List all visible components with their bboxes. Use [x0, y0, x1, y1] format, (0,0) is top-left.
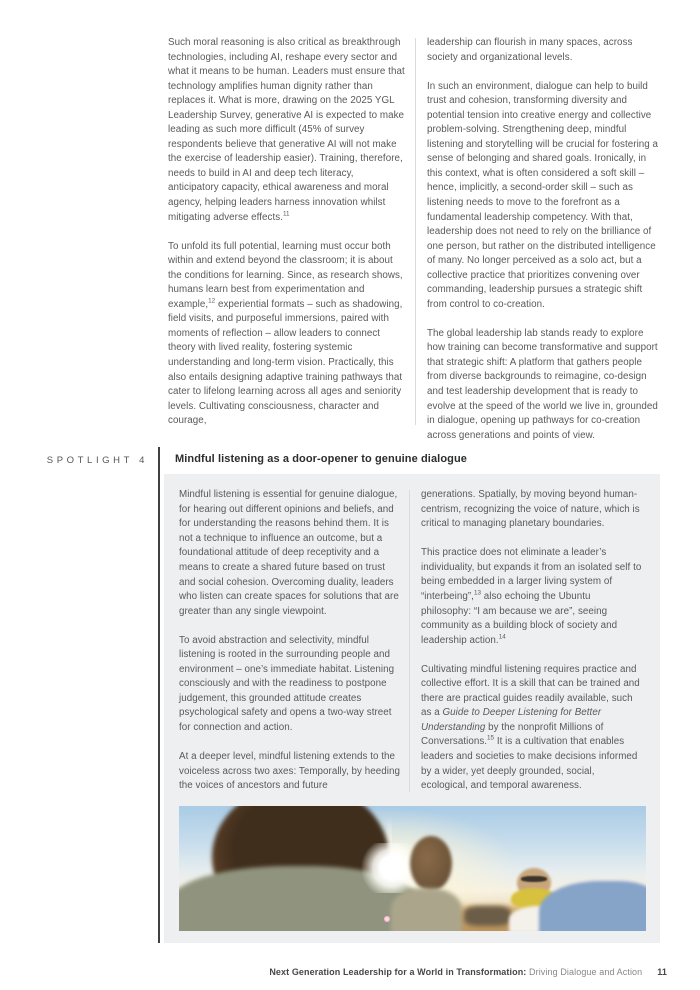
column-divider — [415, 38, 416, 425]
spotlight-label: SPOTLIGHT 4 — [46, 455, 148, 467]
footnote-reference: 11 — [282, 210, 290, 218]
paragraph — [179, 488, 400, 619]
photo-lens-flare — [384, 916, 390, 922]
spotlight-heading: Mindful listening as a door-opener to genuine dialogue — [175, 453, 468, 466]
footnote-reference: 15 — [487, 735, 495, 743]
text-segment: also echoing the Ubuntu philosophy: “I am because we are”, seeing community as a building block of society and leadership action. — [421, 591, 618, 646]
spotlight-main — [160, 447, 660, 942]
paragraph — [427, 36, 664, 65]
photo-bench — [464, 906, 511, 926]
paragraph — [179, 750, 400, 794]
text-segment: In such an environment, dialogue can help to build trust and cohesion, transforming diversity and potential tension into creative energy and collective problem-solving. Strengthening deep, mindful listening and storytelling will be crucial for fostering a sense of belonging and shared goals. Ironically, in this context, what is often considered a soft skill – hence, implicitly, a second-order skill – such as listening needs to move to the forefront as a fundamental leadership competency. With that, leadership does not need to rely on the brilliance of one person, but rather on the distributed intelligence of many. No longer perceived as a solo act, but a collective practice that prioritizes convening over commanding, leadership pursues a strategic shift from control to co-creation. — [427, 80, 659, 310]
spotlight-left-column — [179, 488, 400, 793]
paragraph — [168, 240, 405, 429]
text-segment: To avoid abstraction and selectivity, mindful listening is rooted in the surrounding people and environment – one’s immediate habitat. Listening consciously and with the readiness to postpone judgement, this grounded attitude creates psychological safety and opens a two-way street for connection and action. — [179, 634, 395, 733]
italic-text: Guide to Deeper Listening for Better Understanding — [421, 707, 602, 733]
spotlight-photo — [179, 806, 646, 931]
photo-middle-person-body — [391, 888, 461, 931]
text-segment: Cultivating mindful listening requires practice and collective effort. It is a skill that can be trained and there are practical guides readily available, such as a — [421, 663, 640, 719]
page-footer — [0, 967, 700, 977]
paragraph — [179, 634, 400, 736]
footnote-reference: 13 — [473, 589, 481, 597]
text-segment: Such moral reasoning is also critical as breakthrough technologies, including AI, reshape every sector and what it means to be human. Leaders must ensure that technology amplifies human dignity rather than replaces it. What is more, drawing on the 2025 YGL Leadership Survey, generative AI is expected to make leading as such more difficult (45% of survey respondents believe that generative AI will not make the exercise of leadership easier). Training, therefore, needs to build in AI and deep tech literacy, anticipatory capacity, ethical awareness and moral agency, helping leaders harness innovation whilst mitigating adverse effects. — [168, 37, 405, 223]
article-right-column — [427, 36, 664, 443]
paragraph — [427, 327, 664, 443]
photo-middle-person-head — [410, 836, 452, 891]
page-number: 11 — [657, 966, 667, 977]
spotlight-column-divider — [409, 490, 410, 791]
text-segment: It is a cultivation that enables leaders and societies to make decisions informed by a wider, yet deeply grounded, social, ecological, and temporal awareness. — [421, 736, 638, 792]
paragraph — [421, 546, 642, 648]
spotlight-box-columns — [179, 488, 646, 793]
text-segment: The global leadership lab stands ready to explore how training can become transformative and support that strategic shift: A platform that gathers people from diverse backgrounds to reimagine, co-design and test leadership development that is ready to evolve at the speed of the world we live in, grounded in dialogue, opening up pathways for co-creation across generations and points of view. — [427, 327, 658, 441]
footnote-reference: 14 — [498, 633, 506, 641]
text-segment: This practice does not eliminate a leader’s individuality, but expands it from an isolated self to being embedded in a larger living system of “interbeing”, — [421, 547, 642, 602]
text-segment: To unfold its full potential, learning must occur both within and extend beyond the classroom; it is about the conditions for learning. Since, as research shows, humans learn best from experimentation and example, — [168, 240, 403, 310]
spotlight-section — [0, 447, 700, 942]
paragraph — [421, 488, 642, 532]
paragraph — [427, 80, 664, 313]
footer-report-subtitle: Driving Dialogue and Action — [526, 966, 643, 977]
footer-report-title: Next Generation Leadership for a World in Transformation: — [269, 966, 527, 977]
footnote-reference: 12 — [208, 297, 216, 305]
article-left-column — [168, 36, 405, 443]
photo-sunglasses — [521, 876, 547, 882]
text-segment: At a deeper level, mindful listening extends to the voiceless across two axes: Temporally, by heeding the voices of ancestors and future — [179, 750, 400, 792]
spotlight-box — [164, 474, 660, 942]
text-segment: experiential formats – such as shadowing, field visits, and purposeful immersions, paired with moments of reflection – allow leaders to connect theory with lived reality, fostering systemic understanding and long-term vision. Practically, this also entails designing adaptive training pathways that cater to lifelong learning across all ages and seniority levels. Cultivating consciousness, character and courage, — [168, 298, 403, 427]
text-segment: by the nonprofit Millions of Conversations. — [421, 721, 604, 748]
spotlight-right-column — [421, 488, 642, 793]
paragraph — [421, 663, 642, 794]
article-section — [0, 0, 700, 443]
text-segment: generations. Spatially, by moving beyond human-centrism, recognizing the voice of nature, which is critical to managing planetary boundaries. — [421, 489, 640, 530]
text-segment: leadership can flourish in many spaces, across society and organizational levels. — [427, 37, 633, 63]
paragraph — [168, 36, 405, 225]
text-segment: Mindful listening is essential for genuine dialogue, for hearing out different opinions and beliefs, and for understanding the reasons behind them. It is not a technique to influence an outcome, but a foundational attitude of deep receptivity and a means to create a shared future based on trust and social cohesion. Overcoming duality, leaders who listen can create spaces for solutions that are greater than any single viewpoint. — [179, 489, 399, 617]
